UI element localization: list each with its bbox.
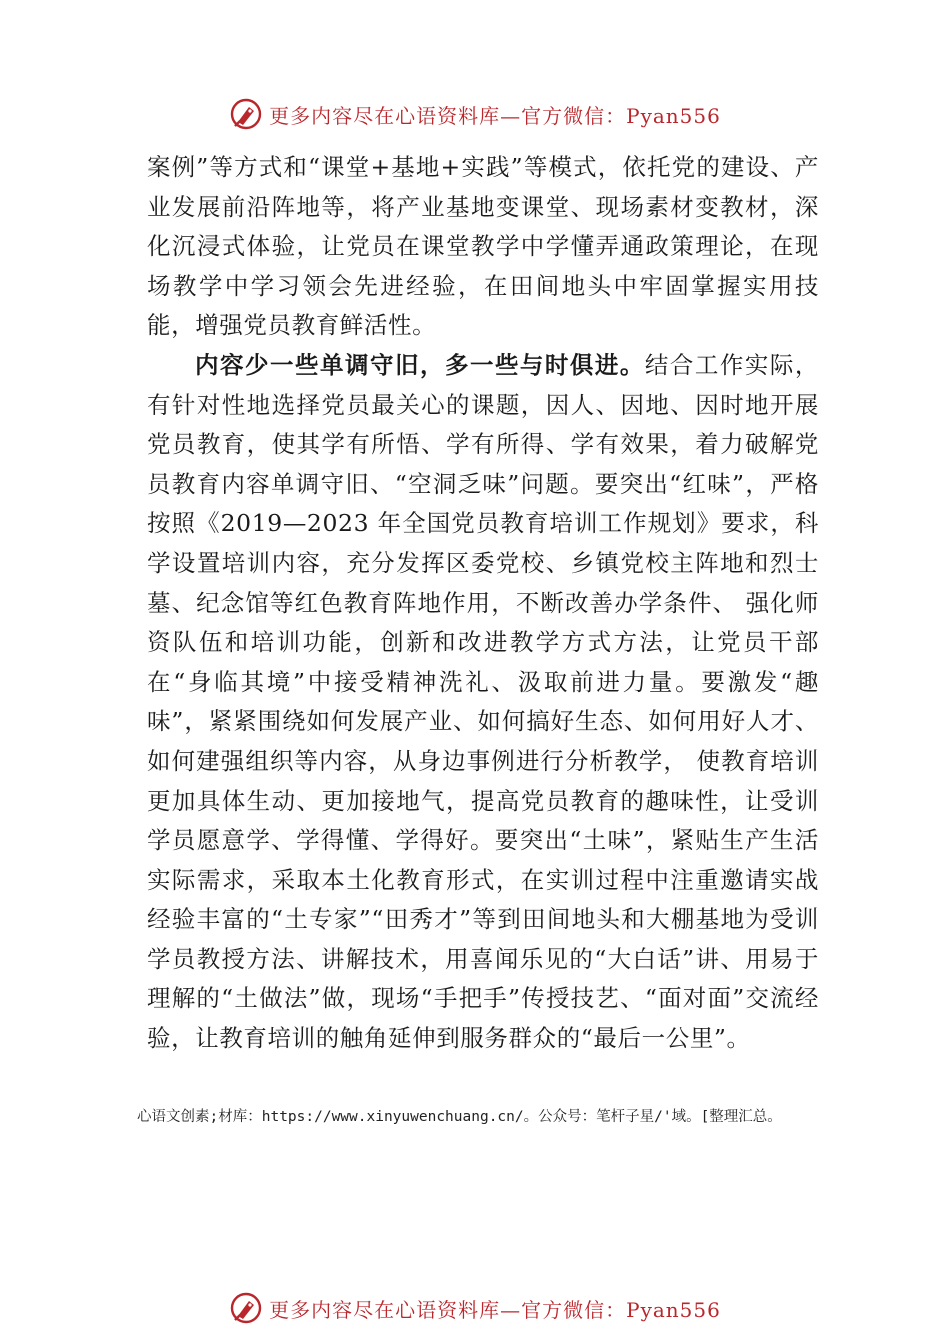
header-banner-text <box>269 100 721 129</box>
footer-banner-label: 更多内容尽在心语资料库—官方微信： <box>269 1297 627 1322</box>
header-banner <box>0 94 950 134</box>
paragraph-2-text: 结合工作实际，有针对性地选择党员最关心的课题，因人、因地、因时地开展党员教育，使其学有所悟、学有所得、学有效果，着力破解党员教育内容单调守旧、“空洞乏味”问题。要突出“红味”，严格按照《2019—2023 年全国党员教育培训工作规划》要求，科学设置培训内容，充分发挥区委党校、乡镇党校主阵地和烈士墓、纪念馆等红色教育阵地作用，不断改善办学条件、 强化师资队伍和培训功能，创新和改进教学方式方法，让党员干部在“身临其境”中接受精神洗礼、汲取前进力量。要激发“趣味”，紧紧围绕如何发展产业、如何搞好生态、如何用好人才、如何建强组织等内容，从身边事例进行分析教学， 使教育培训更加具体生动、更加接地气，提高党员教育的趣味性，让受训学员愿意学、学得懂、学得好。要突出“土味”，紧贴生产生活实际需求，采取本土化教育形式，在实训过程中注重邀请实战经验丰富的“土专家”“田秀才”等到田间地头和大棚基地为受训学员教授方法、讲解技术，用喜闻乐见的“大白话”讲、用易于理解的“土做法”做，现场“手把手”传授技艺、“面对面”交流经验，让教育培训的触角延伸到服务群众的“最后一公里”。 <box>147 350 819 1053</box>
pen-nib-logo-icon <box>229 97 263 131</box>
header-banner-label: 更多内容尽在心语资料库—官方微信： <box>269 103 627 128</box>
footer-banner-text <box>269 1294 721 1323</box>
document-body <box>147 148 819 1059</box>
paragraph-1: 案例”等方式和“课堂+基地+实践”等模式，依托党的建设、产业发展前沿阵地等，将产业基地变课堂、现场素材变教材，深化沉浸式体验，让党员在课堂教学中学懂弄通政策理论，在现场教学中学习领会先进经验，在田间地头中牢固掌握实用技能，增强党员教育鲜活性。 <box>147 153 819 340</box>
paragraph-2 <box>147 346 819 1059</box>
paragraph-2-heading: 内容少一些单调守旧，多一些与时俱进。 <box>195 350 645 379</box>
pen-nib-logo-icon <box>229 1291 263 1325</box>
header-wechat-id: Pyan556 <box>626 103 721 128</box>
footer-banner <box>0 1288 950 1328</box>
source-note: 心语文创素;材库：https://www.xinyuwenchuang.cn/。公众号：笔杆子星/'域。[整理汇总。 <box>137 1109 782 1125</box>
footer-wechat-id: Pyan556 <box>626 1297 721 1322</box>
